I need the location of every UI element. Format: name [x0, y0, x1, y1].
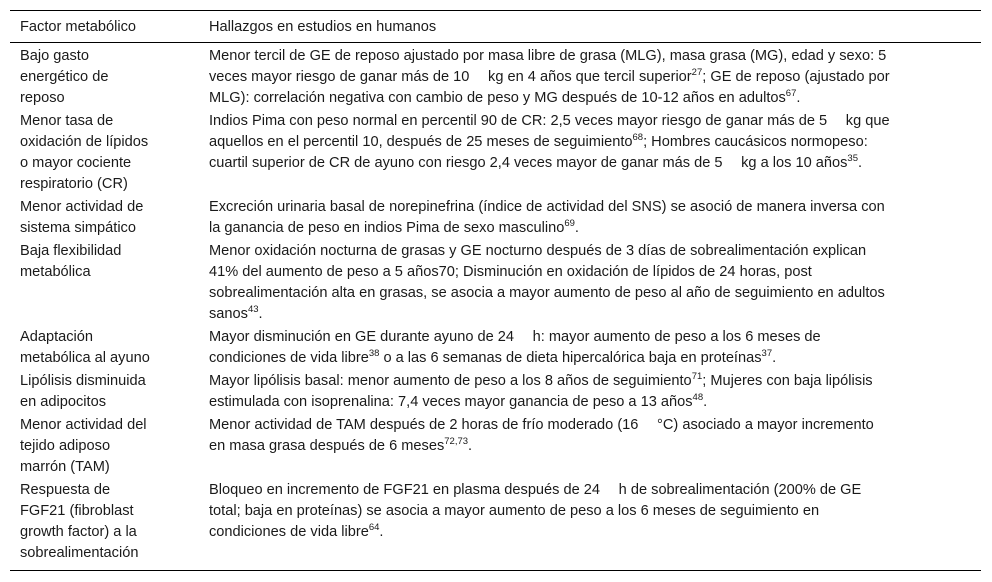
- findings-text: MLG): correlación negativa con cambio de peso y MG después de 10-12 años en adultos: [209, 90, 786, 106]
- findings-line: [209, 153, 975, 174]
- citation-ref: 64: [368, 522, 380, 534]
- findings-line: [209, 371, 975, 392]
- findings-cell: [209, 46, 975, 109]
- table-top-rule: [10, 10, 981, 11]
- factor-line: growth factor) a la: [20, 524, 137, 540]
- factor-line: marrón (TAM): [20, 459, 110, 475]
- factor-line: oxidación de lípidos: [20, 134, 149, 150]
- header-rule: [10, 42, 981, 43]
- findings-text: sobrealimentación alta en grasas, se asocia a mayor aumento de peso al año de seguimiento en adultos: [209, 285, 885, 301]
- factor-line: metabólica: [20, 264, 91, 280]
- findings-text: la ganancia de peso en indios Pima de sexo masculino: [209, 220, 565, 236]
- findings-line: [209, 304, 975, 325]
- citation-ref: 48: [692, 392, 704, 404]
- findings-text: condiciones de vida libre: [209, 524, 369, 540]
- factor-line: o mayor cociente: [20, 155, 132, 171]
- findings-text: aquellos en el percentil 10, después de 25 meses de seguimiento: [209, 134, 633, 150]
- factor-line: Menor tasa de: [20, 113, 114, 129]
- factor-cell: [20, 415, 200, 478]
- citation-ref: 35: [847, 153, 858, 165]
- citation-ref: 37: [761, 348, 773, 360]
- citation-ref: 69: [564, 218, 575, 230]
- findings-line: [209, 436, 975, 457]
- findings-cell: [209, 241, 975, 325]
- findings-text: .: [258, 306, 263, 322]
- findings-text: estimulada con isoprenalina: 7,4 veces mayor ganancia de peso a 13 años: [209, 394, 693, 410]
- findings-text: 41% del aumento de peso a 5 años70; Disminución en oxidación de lípidos de 24 horas, post: [209, 264, 812, 280]
- factor-cell: [20, 327, 200, 369]
- header-findings: Hallazgos en estudios en humanos: [209, 19, 437, 35]
- findings-line: [209, 46, 975, 67]
- findings-text: condiciones de vida libre: [209, 350, 369, 366]
- findings-text: .: [703, 394, 708, 410]
- findings-text: Bloqueo en incremento de FGF21 en plasma después de 24 h de sobrealimentación (200% de GE: [209, 482, 862, 498]
- factor-line: en adipocitos: [20, 394, 107, 410]
- findings-line: [209, 88, 975, 109]
- findings-text: sanos: [209, 306, 248, 322]
- findings-line: [209, 283, 975, 304]
- findings-cell: [209, 111, 975, 174]
- findings-line: [209, 480, 975, 501]
- findings-text: en masa grasa después de 6 meses: [209, 438, 445, 454]
- factor-line: FGF21 (fibroblast: [20, 503, 134, 519]
- findings-line: [209, 132, 975, 153]
- findings-text: .: [468, 438, 473, 454]
- findings-line: [209, 262, 975, 283]
- table-bottom-rule: [10, 570, 981, 571]
- findings-text: ; Mujeres con baja lipólisis: [702, 373, 873, 389]
- findings-text: Excreción urinaria basal de norepinefrina (índice de actividad del SNS) se asoció de manera inversa con: [209, 199, 885, 215]
- findings-cell: [209, 415, 975, 457]
- factor-line: sobrealimentación: [20, 545, 139, 561]
- factor-cell: [20, 241, 200, 283]
- findings-line: [209, 241, 975, 262]
- findings-text: o a las 6 semanas de dieta hipercalórica baja en proteínas: [379, 350, 762, 366]
- factor-line: Respuesta de: [20, 482, 111, 498]
- factor-line: sistema simpático: [20, 220, 136, 236]
- factor-line: Bajo gasto: [20, 48, 89, 64]
- factor-line: Lipólisis disminuida: [20, 373, 146, 389]
- factor-line: Baja flexibilidad: [20, 243, 122, 259]
- findings-line: [209, 415, 975, 436]
- factor-cell: [20, 46, 200, 109]
- findings-line: [209, 67, 975, 88]
- findings-text: Indios Pima con peso normal en percentil 90 de CR: 2,5 veces mayor riesgo de ganar más de 5 kg que: [209, 113, 890, 129]
- findings-text: Menor tercil de GE de reposo ajustado por masa libre de grasa (MLG), masa grasa (MG), edad y sexo: 5: [209, 48, 887, 64]
- citation-ref: 38: [368, 348, 380, 360]
- findings-text: .: [772, 350, 777, 366]
- findings-text: .: [379, 524, 384, 540]
- findings-text: veces mayor riesgo de ganar más de 10 kg en 4 años que tercil superior: [209, 69, 692, 85]
- findings-cell: [209, 197, 975, 239]
- findings-cell: [209, 327, 975, 369]
- findings-text: ; Hombres caucásicos normopeso:: [643, 134, 868, 150]
- citation-ref: 27: [691, 67, 703, 79]
- findings-line: [209, 522, 975, 543]
- findings-line: [209, 392, 975, 413]
- findings-text: total; baja en proteínas) se asocia a mayor aumento de peso a los 6 meses de seguimiento en: [209, 503, 820, 519]
- findings-line: [209, 197, 975, 218]
- findings-text: Mayor disminución en GE durante ayuno de 24 h: mayor aumento de peso a los 6 meses de: [209, 329, 821, 345]
- citation-ref: 68: [632, 132, 644, 144]
- findings-text: cuartil superior de CR de ayuno con riesgo 2,4 veces mayor de ganar más de 5 kg a los 10 años: [209, 155, 848, 171]
- factor-cell: [20, 111, 200, 195]
- findings-text: Menor actividad de TAM después de 2 horas de frío moderado (16 °C) asociado a mayor incremento: [209, 417, 874, 433]
- citation-ref: 43: [247, 304, 259, 316]
- citation-ref: 67: [785, 88, 797, 100]
- findings-cell: [209, 371, 975, 413]
- findings-text: .: [574, 220, 579, 236]
- factor-line: tejido adiposo: [20, 438, 111, 454]
- findings-line: [209, 111, 975, 132]
- factor-line: energético de: [20, 69, 109, 85]
- header-factor: Factor metabólico: [20, 19, 136, 35]
- findings-text: ; GE de reposo (ajustado por: [702, 69, 890, 85]
- findings-line: [209, 218, 975, 239]
- findings-cell: [209, 480, 975, 543]
- factor-line: reposo: [20, 90, 65, 106]
- citation-ref: 72,73: [444, 436, 469, 448]
- findings-line: [209, 348, 975, 369]
- factor-cell: [20, 371, 200, 413]
- factor-line: Menor actividad del: [20, 417, 147, 433]
- factor-line: metabólica al ayuno: [20, 350, 150, 366]
- factor-line: Menor actividad de: [20, 199, 144, 215]
- findings-line: [209, 501, 975, 522]
- factor-line: respiratorio (CR): [20, 176, 128, 192]
- findings-text: .: [796, 90, 801, 106]
- factor-cell: [20, 480, 200, 564]
- findings-text: Menor oxidación nocturna de grasas y GE nocturno después de 3 días de sobrealimentación explican: [209, 243, 867, 259]
- citation-ref: 71: [691, 371, 703, 383]
- findings-text: Mayor lipólisis basal: menor aumento de peso a los 8 años de seguimiento: [209, 373, 692, 389]
- findings-text: .: [858, 155, 863, 171]
- findings-line: [209, 327, 975, 348]
- factor-cell: [20, 197, 200, 239]
- factor-line: Adaptación: [20, 329, 94, 345]
